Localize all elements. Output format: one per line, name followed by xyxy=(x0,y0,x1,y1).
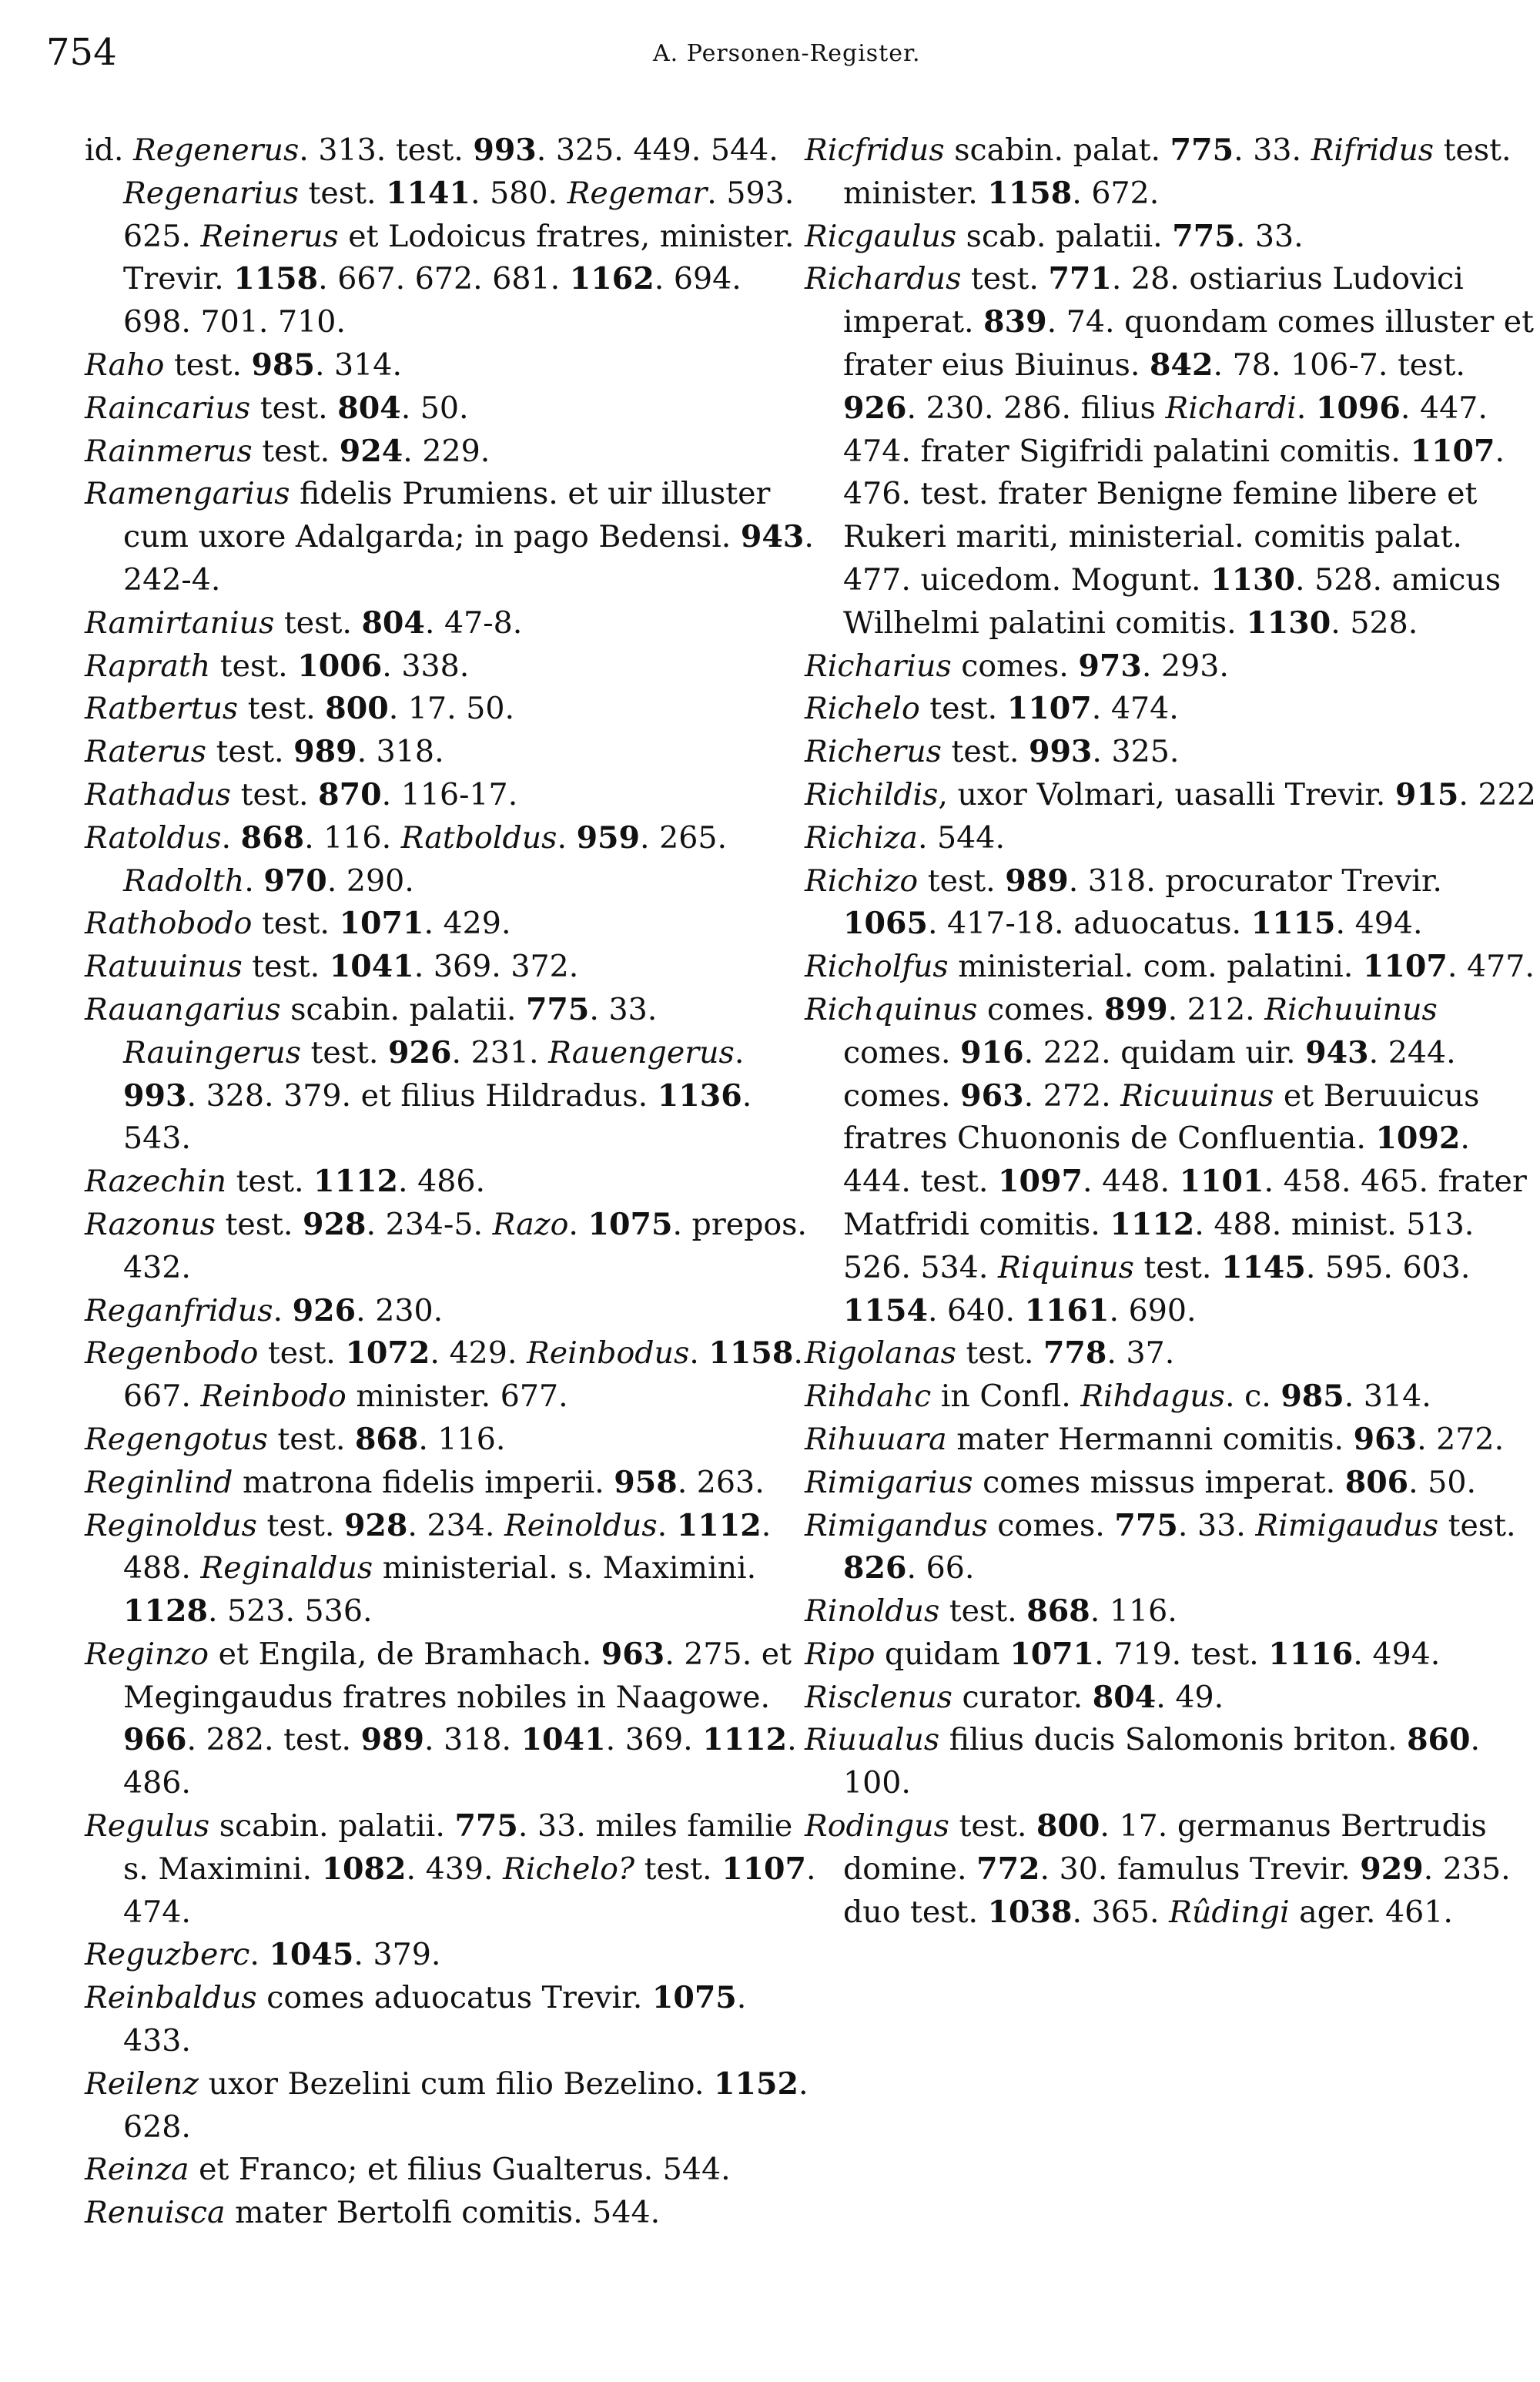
register-entry: Raprath test. 1006. 338. xyxy=(85,648,470,684)
page-number: 754 xyxy=(46,31,117,74)
register-entry: Reginzo et Engila, de Bramhach. 963. 275. et Megingaudus fratres nobiles in Naagowe. 966. 282. test. 989. 318. 1041. 369. 1112. 486. xyxy=(85,1636,797,1801)
running-title: A. Personen-Register. xyxy=(653,40,921,67)
register-entry: Richelo test. 1107. 474. xyxy=(805,691,1179,727)
register-entry: Regengotus test. 868. 116. xyxy=(85,1421,506,1457)
register-entry: Ratoldus. 868. 116. Ratboldus. 959. 265. Radolth. 970. 290. xyxy=(85,819,728,899)
register-entry: Richardus test. 771. 28. ostiarius Ludovici imperat. 839. 74. quondam comes illuster et frater eius Biuinus. 842. 78. 106-7. test. 926. 230. 286. filius Richardi. 1096. 447. 474. frater Sigifridi palatini comitis. 1107. 476. test. frater Benigne femine libere et Rukeri mariti, ministerial. comitis palat. 477. uicedom. Mogunt. 1130. 528. amicus Wilhelmi palatini comitis. 1130. 528. xyxy=(805,261,1535,641)
register-entry: Ratuuinus test. 1041. 369. 372. xyxy=(85,949,579,985)
register-entry: Rainmerus test. 924. 229. xyxy=(85,433,490,469)
register-entry: Rihuuara mater Hermanni comitis. 963. 272. xyxy=(805,1421,1505,1457)
register-entry: Raho test. 985. 314. xyxy=(85,347,402,383)
register-entry: Rauangarius scabin. palatii. 775. 33. Rauingerus test. 926. 231. Rauengerus. 993. 328. 379. et filius Hildradus. 1136. 543. xyxy=(85,991,752,1157)
register-entry: Riuualus filius ducis Salomonis briton. 860. 100. xyxy=(805,1722,1481,1801)
register-entry: Reilenz uxor Bezelini cum filio Bezelino. 1152. 628. xyxy=(85,2065,808,2145)
register-entry: Razechin test. 1112. 486. xyxy=(85,1164,486,1200)
register-entry: Ripo quidam 1071. 719. test. 1116. 494. xyxy=(805,1636,1441,1672)
register-entry: Rathadus test. 870. 116-17. xyxy=(85,776,518,812)
register-entry: Richquinus comes. 899. 212. Richuuinus comes. 916. 222. quidam uir. 943. 244. comes. 963. 272. Ricuuinus et Beruuicus fratres Chuononis de Confluentia. 1092. 444. test. 1097. 448. 1101. 458. 465. frater Matfridi comitis. 1112. 488. minist. 513. 526. 534. Riquinus test. 1145. 595. 603. 1154. 640. 1161. 690. xyxy=(805,991,1527,1328)
register-entry: Reganfridus. 926. 230. xyxy=(85,1292,444,1328)
right-column xyxy=(805,129,1536,1934)
register-entry: Richildis, uxor Volmari, uasalli Trevir. 915. 222 xyxy=(805,776,1536,812)
register-entry: Regulus scabin. palatii. 775. 33. miles familie s. Maximini. 1082. 439. Richelo? test. 1107. 474. xyxy=(85,1808,816,1930)
register-entry: Risclenus curator. 804. 49. xyxy=(805,1679,1224,1715)
register-entry: Raincarius test. 804. 50. xyxy=(85,390,469,426)
register-entry: Reinza et Franco; et filius Gualterus. 544. xyxy=(85,2152,731,2188)
register-entry: Reginlind matrona fidelis imperii. 958. 263. xyxy=(85,1464,765,1500)
register-entry: Ricgaulus scab. palatii. 775. 33. xyxy=(805,218,1304,254)
register-entry: Raterus test. 989. 318. xyxy=(85,734,444,770)
register-entry: Reinbaldus comes aduocatus Trevir. 1075. 433. xyxy=(85,1980,747,2059)
register-entry: Ricfridus scabin. palat. 775. 33. Rifridus test. minister. 1158. 672. xyxy=(805,132,1512,211)
register-entry: Richizo test. 989. 318. procurator Trevir. 1065. 417-18. aduocatus. 1115. 494. xyxy=(805,863,1442,942)
register-entry: Rodingus test. 800. 17. germanus Bertrudis domine. 772. 30. famulus Trevir. 929. 235. duo test. 1038. 365. Rûdingi ager. 461. xyxy=(805,1808,1511,1930)
register-entry: Renuisca mater Bertolfi comitis. 544. xyxy=(85,2195,661,2231)
register-entry: Richolfus ministerial. com. palatini. 1107. 477. xyxy=(805,949,1535,985)
register-entry: Rigolanas test. 778. 37. xyxy=(805,1335,1175,1372)
register-entry: Richerus test. 993. 325. xyxy=(805,734,1180,770)
register-entry: Ramengarius fidelis Prumiens. et uir illuster cum uxore Adalgarda; in pago Bedensi. 943. 242-4. xyxy=(85,476,814,598)
register-entry: Rathobodo test. 1071. 429. xyxy=(85,906,511,942)
register-entry: Richarius comes. 973. 293. xyxy=(805,648,1229,684)
register-entry: Ramirtanius test. 804. 47-8. xyxy=(85,605,523,641)
register-entry: Richiza. 544. xyxy=(805,819,1005,856)
register-entry: Razonus test. 928. 234-5. Razo. 1075. prepos. 432. xyxy=(85,1206,807,1285)
register-entry: Reginoldus test. 928. 234. Reinoldus. 1112. 488. Reginaldus ministerial. s. Maximini. 1128. 523. 536. xyxy=(85,1507,772,1630)
register-entry: Rinoldus test. 868. 116. xyxy=(805,1593,1177,1630)
register-entry: Rihdahc in Confl. Rihdagus. c. 985. 314. xyxy=(805,1379,1431,1415)
register-entry: Rimigarius comes missus imperat. 806. 50. xyxy=(805,1464,1477,1500)
register-entry: Ratbertus test. 800. 17. 50. xyxy=(85,691,515,727)
register-entry: Rimigandus comes. 775. 33. Rimigaudus test. 826. 66. xyxy=(805,1507,1516,1586)
register-entry: id. Regenerus. 313. test. 993. 325. 449. 544. Regenarius test. 1141. 580. Regemar. 593. 625. Reinerus et Lodoicus fratres, minister. Trevir. 1158. 667. 672. 681. 1162. 694. 698. 701. 710. xyxy=(85,132,795,340)
left-column xyxy=(85,129,816,2235)
register-entry: Reguzberc. 1045. 379. xyxy=(85,1937,441,1973)
register-entry: Regenbodo test. 1072. 429. Reinbodus. 1158. 667. Reinbodo minister. 677. xyxy=(85,1335,803,1415)
